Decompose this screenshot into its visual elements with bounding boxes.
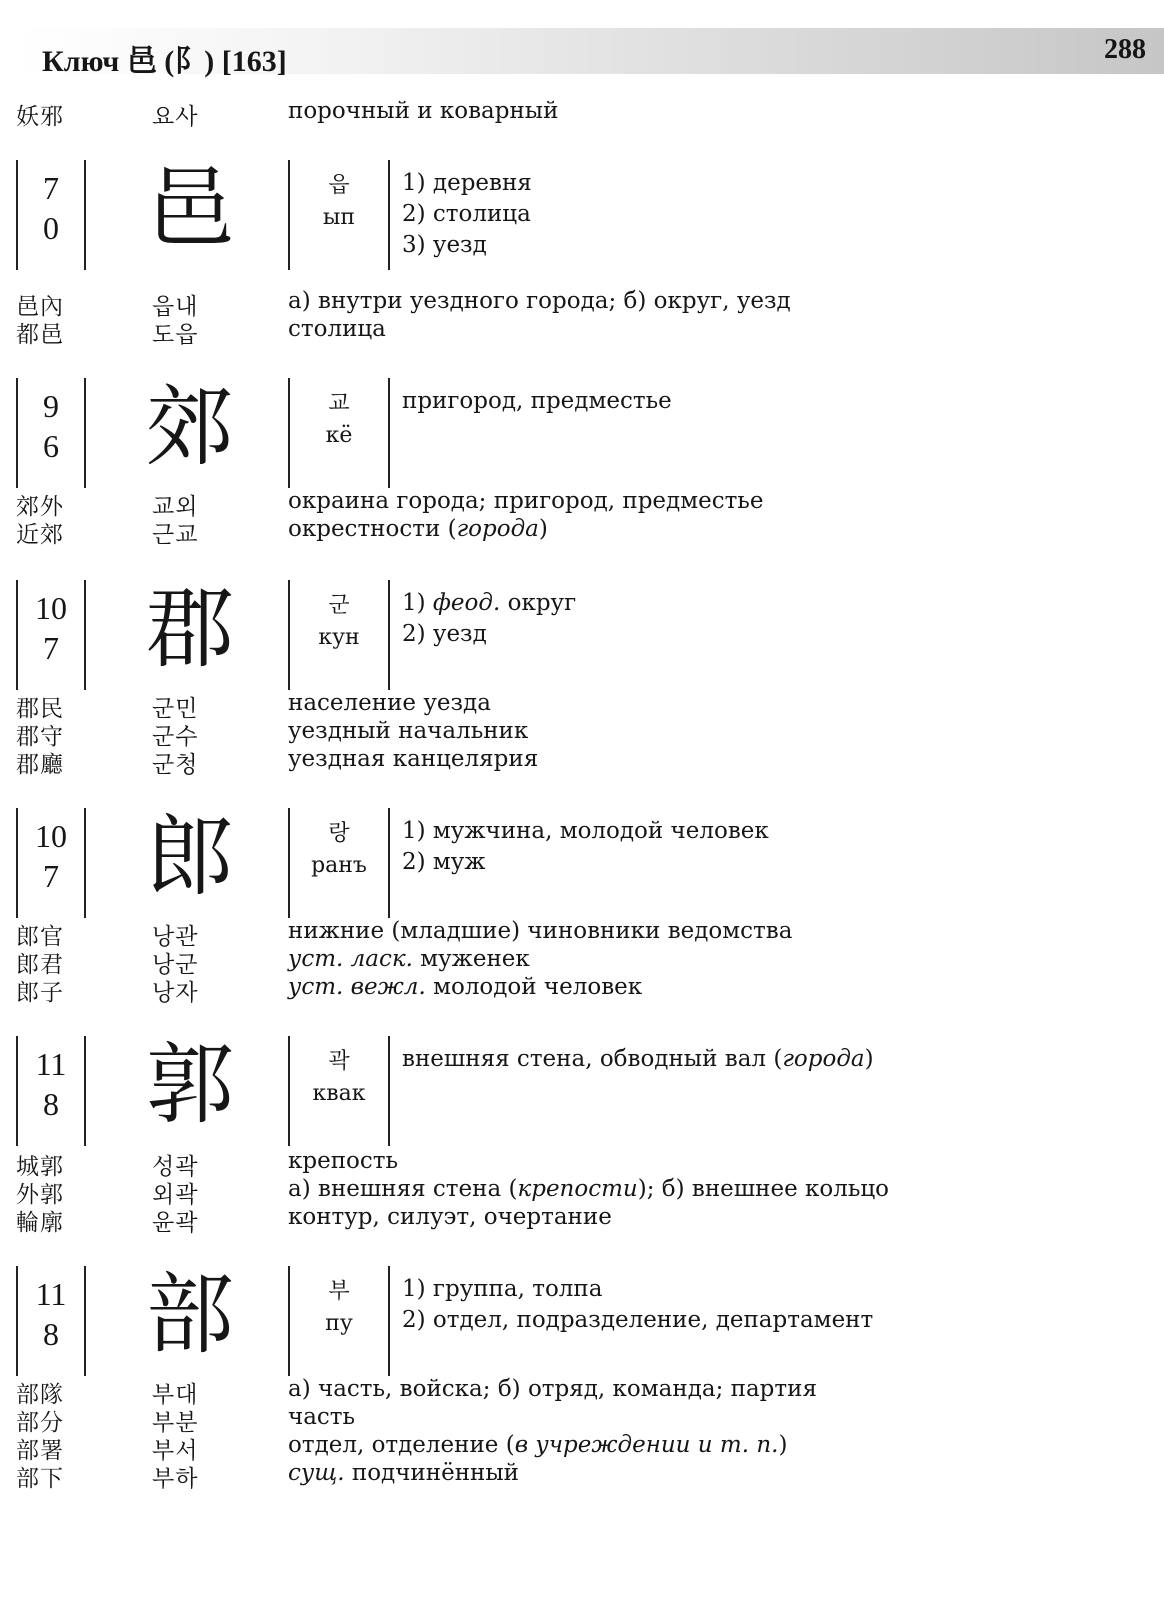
headword-character: 郎 [145, 805, 234, 908]
radical-title: Ключ 邑 (阝) [163] [42, 45, 287, 78]
total-strokes: 10 [35, 818, 67, 854]
compound-hangul: 군청 [152, 752, 199, 778]
stroke-count [20, 816, 82, 896]
divider [16, 1036, 18, 1146]
meaning-text: отдел, отделение ( [288, 1432, 515, 1458]
extra-strokes: 7 [43, 858, 59, 894]
compound-hanzi: 外郭 [16, 1182, 64, 1208]
compound-row [0, 1432, 1164, 1462]
extra-strokes: 6 [43, 428, 59, 464]
reading-column [292, 818, 386, 882]
compound-hanzi: 郡廳 [16, 752, 64, 778]
meaning-italic: в учреждении и т. п. [514, 1432, 779, 1458]
total-strokes: 11 [35, 1276, 67, 1312]
compound-row [0, 946, 1164, 976]
definition: 1) группа, толпа [402, 1276, 603, 1302]
divider [288, 1036, 290, 1146]
compound-row [0, 1176, 1164, 1206]
character-entry [0, 1033, 1164, 1146]
reading-column [292, 1046, 386, 1110]
compound-hangul: 부분 [152, 1410, 199, 1436]
compound-hangul: 요사 [152, 104, 199, 130]
character-entry [0, 805, 1164, 918]
divider [84, 580, 86, 690]
definition: 1) мужчина, молодой человек [402, 818, 769, 844]
divider [84, 378, 86, 488]
meaning-text: подчинённый [344, 1460, 519, 1486]
headword-character: 郊 [145, 375, 234, 478]
reading-column [292, 170, 386, 234]
compound-row [0, 316, 1164, 346]
divider [84, 160, 86, 270]
compound-hangul: 성곽 [152, 1154, 199, 1180]
character-entry [0, 375, 1164, 488]
hangul-reading: 교 [328, 391, 350, 416]
definitions [402, 1274, 873, 1336]
definition-text: внешняя стена, обводный вал ( [402, 1046, 783, 1072]
stroke-count [20, 1274, 82, 1354]
divider [288, 160, 290, 270]
reading-column [292, 590, 386, 654]
extra-strokes: 0 [43, 210, 59, 246]
definition [402, 1044, 874, 1075]
definition-text: округ [500, 590, 577, 616]
russian-reading: кун [318, 625, 360, 650]
compound-meaning: контур, силуэт, очертание [288, 1204, 612, 1230]
compound-row [0, 1376, 1164, 1406]
compound-meaning: уездная канцелярия [288, 746, 539, 772]
character-entry [0, 1263, 1164, 1376]
divider [388, 580, 390, 690]
compound-row [0, 1460, 1164, 1490]
reading-column [292, 388, 386, 452]
compound-hanzi: 輪廓 [16, 1210, 64, 1236]
compound-row [0, 1204, 1164, 1234]
extra-strokes: 7 [43, 630, 59, 666]
compound-hanzi: 郊外 [16, 494, 64, 520]
compound-hangul: 도읍 [152, 322, 199, 348]
headword-character: 郭 [145, 1033, 234, 1136]
divider [84, 1036, 86, 1146]
divider [288, 1266, 290, 1376]
meaning-text: окрестности ( [288, 516, 457, 542]
compound-hanzi: 部下 [16, 1466, 64, 1492]
compound-hangul: 교외 [152, 494, 199, 520]
total-strokes: 9 [43, 388, 59, 424]
compound-row [0, 288, 1164, 318]
page-header [18, 28, 1164, 78]
compound-hangul: 근교 [152, 522, 199, 548]
definition: пригород, предместье [402, 388, 672, 414]
compound-hanzi: 妖邪 [16, 104, 64, 130]
divider [84, 1266, 86, 1376]
hangul-reading: 군 [328, 593, 350, 618]
compound-meaning: нижние (младшие) чиновники ведомства [288, 918, 793, 944]
reading-column [292, 1276, 386, 1340]
compound-meaning [288, 1432, 787, 1458]
hangul-reading: 랑 [328, 821, 350, 846]
definition: 3) уезд [402, 232, 487, 258]
compound-meaning: крепость [288, 1148, 399, 1174]
compound-hanzi: 部分 [16, 1410, 64, 1436]
compound-row [0, 516, 1164, 546]
compound-hangul: 외곽 [152, 1182, 199, 1208]
headword-character: 邑 [145, 157, 234, 260]
character-entry [0, 157, 1164, 270]
extra-strokes: 8 [43, 1316, 59, 1352]
compound-row [0, 918, 1164, 948]
compound-meaning [288, 974, 642, 1000]
definitions [402, 1044, 874, 1075]
compound-hangul: 군민 [152, 696, 199, 722]
divider [16, 580, 18, 690]
compound-hanzi: 近郊 [16, 522, 64, 548]
compound-meaning: часть [288, 1404, 356, 1430]
hangul-reading: 부 [328, 1279, 350, 1304]
compound-meaning: столица [288, 316, 386, 342]
russian-reading: ранъ [311, 853, 367, 878]
compound-meaning: а) внутри уездного города; б) округ, уезд [288, 288, 791, 314]
meaning-text: ) [538, 516, 548, 542]
definitions [402, 168, 532, 261]
definition-text: 1) [402, 590, 433, 616]
extra-strokes: 8 [43, 1086, 59, 1122]
compound-meaning [288, 1460, 519, 1486]
total-strokes: 7 [43, 170, 59, 206]
divider [388, 808, 390, 918]
headword-character: 郡 [145, 577, 234, 680]
total-strokes: 10 [35, 590, 67, 626]
compound-meaning [288, 946, 530, 972]
divider [16, 378, 18, 488]
stroke-count [20, 386, 82, 466]
meaning-italic: крепости [517, 1176, 638, 1202]
russian-reading: пу [325, 1311, 353, 1336]
meaning-text: а) внешняя стена ( [288, 1176, 518, 1202]
compound-row [0, 488, 1164, 518]
compound-row [0, 1148, 1164, 1178]
definition-text: ) [864, 1046, 874, 1072]
meaning-text: молодой человек [425, 974, 643, 1000]
compound-row [0, 98, 1164, 128]
russian-reading: кё [325, 423, 353, 448]
meaning-italic: города [456, 516, 539, 542]
divider [388, 1036, 390, 1146]
compound-hangul: 낭자 [152, 980, 199, 1006]
definitions [402, 386, 672, 417]
compound-hanzi: 城郭 [16, 1154, 64, 1180]
divider [288, 808, 290, 918]
compound-row [0, 974, 1164, 1004]
compound-hanzi: 邑內 [16, 294, 64, 320]
russian-reading: квак [312, 1081, 366, 1106]
stroke-count [20, 168, 82, 248]
definition: 1) деревня [402, 170, 532, 196]
compound-hangul: 부대 [152, 1382, 199, 1408]
compound-hanzi: 部署 [16, 1438, 64, 1464]
definition: 2) столица [402, 201, 531, 227]
meaning-text: муженек [412, 946, 530, 972]
compound-hangul: 낭군 [152, 952, 199, 978]
compound-row [0, 1404, 1164, 1434]
compound-meaning: население уезда [288, 690, 491, 716]
compound-row [0, 690, 1164, 720]
page-number: 288 [1104, 34, 1146, 65]
divider [16, 1266, 18, 1376]
meaning-italic: уст. вежл. [288, 974, 426, 1000]
divider [388, 160, 390, 270]
definition [402, 588, 576, 619]
divider [288, 580, 290, 690]
meaning-text: ); б) внешнее кольцо [637, 1176, 890, 1202]
compound-hanzi: 部隊 [16, 1382, 64, 1408]
compound-hanzi: 郡守 [16, 724, 64, 750]
definition-italic: феод. [432, 590, 501, 616]
definition: 2) отдел, подразделение, департамент [402, 1307, 874, 1333]
compound-hanzi: 郡民 [16, 696, 64, 722]
compound-hanzi: 郎君 [16, 952, 64, 978]
divider [288, 378, 290, 488]
definitions [402, 816, 769, 878]
divider [16, 808, 18, 918]
divider [84, 808, 86, 918]
russian-reading: ып [322, 205, 356, 230]
divider [16, 160, 18, 270]
divider [388, 1266, 390, 1376]
compound-meaning: окраина города; пригород, предместье [288, 488, 764, 514]
compound-hanzi: 都邑 [16, 322, 64, 348]
compound-hangul: 부서 [152, 1438, 199, 1464]
meaning-italic: сущ. [288, 1460, 345, 1486]
meaning-text: ) [778, 1432, 788, 1458]
definition: 2) муж [402, 849, 486, 875]
compound-hanzi: 郎子 [16, 980, 64, 1006]
compound-meaning: порочный и коварный [288, 98, 559, 124]
compound-row [0, 718, 1164, 748]
divider [388, 378, 390, 488]
character-entry [0, 577, 1164, 690]
definition-italic: города [782, 1046, 865, 1072]
stroke-count [20, 588, 82, 668]
definitions [402, 588, 576, 650]
definition: 2) уезд [402, 621, 487, 647]
compound-row [0, 746, 1164, 776]
compound-meaning: а) часть, войска; б) отряд, команда; партия [288, 1376, 817, 1402]
compound-hangul: 읍내 [152, 294, 199, 320]
compound-hangul: 부하 [152, 1466, 199, 1492]
hangul-reading: 읍 [328, 173, 350, 198]
meaning-italic: уст. ласк. [288, 946, 413, 972]
compound-hangul: 윤곽 [152, 1210, 199, 1236]
hangul-reading: 곽 [328, 1049, 350, 1074]
total-strokes: 11 [35, 1046, 67, 1082]
compound-meaning [288, 516, 548, 542]
compound-meaning [288, 1176, 889, 1202]
compound-hangul: 낭관 [152, 924, 199, 950]
compound-hangul: 군수 [152, 724, 199, 750]
stroke-count [20, 1044, 82, 1124]
compound-meaning: уездный начальник [288, 718, 529, 744]
compound-hanzi: 郎官 [16, 924, 64, 950]
headword-character: 部 [145, 1263, 234, 1366]
